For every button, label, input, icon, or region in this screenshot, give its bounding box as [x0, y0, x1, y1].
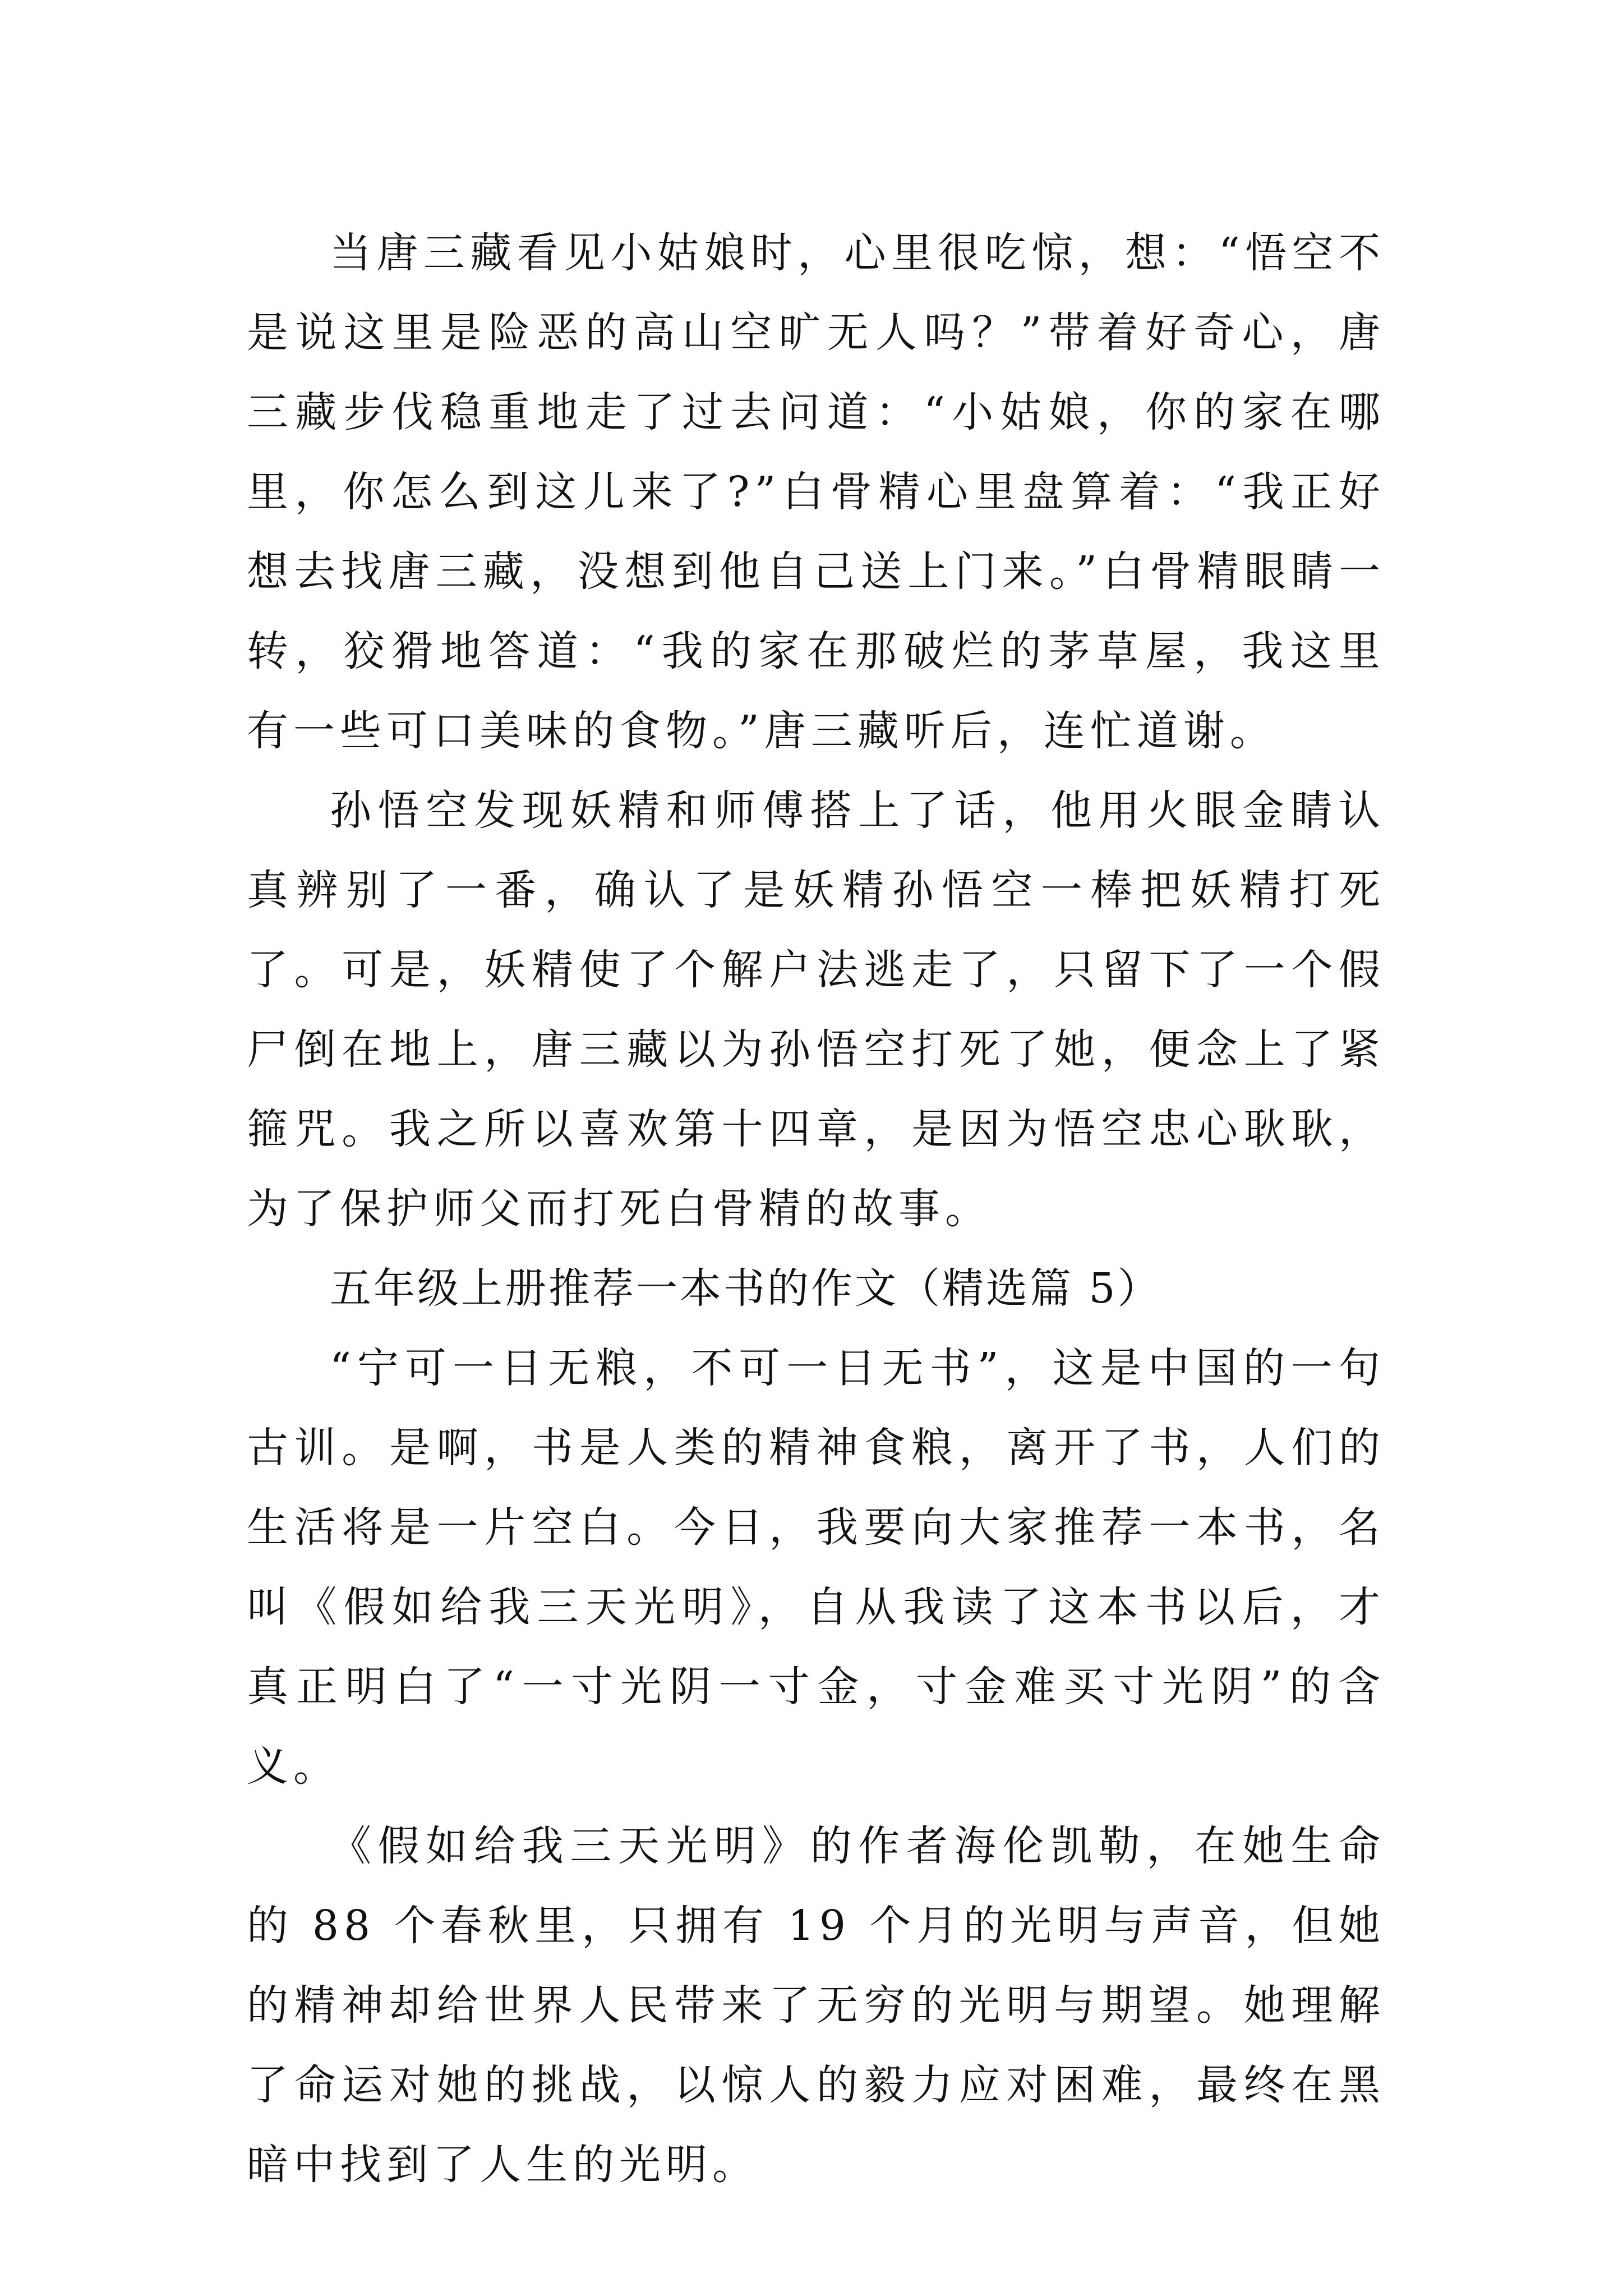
document-body: [247, 213, 1385, 2205]
paragraph-tang-meets-girl: 当唐三藏看见小姑娘时，心里很吃惊，想：“悟空不是说这里是险恶的高山空旷无人吗？”带着好奇心，唐三藏步伐稳重地走了过去问道：“小姑娘，你的家在哪里，你怎么到这儿来了?”白骨精心里盘算着：“我正好想去找唐三藏，没想到他自己送上门来。”白骨精眼睛一转，狡猾地答道：“我的家在那破烂的茅草屋，我这里有一些可口美味的食物。”唐三藏听后，连忙道谢。: [247, 229, 1385, 755]
section-heading: 五年级上册推荐一本书的作文（精选篇 5）: [330, 1264, 1161, 1313]
paragraph-helen-keller: 《假如给我三天光明》的作者海伦凯勒，在她生命的 88 个春秋里，只拥有 19 个月的光明与声音，但她的精神却给世界人民带来了无穷的光明与期望。她理解了命运对她的挑战，以惊人的毅力应对困难，最终在黑暗中找到了人生的光明。: [247, 1822, 1385, 2189]
paragraph-book-proverb: “宁可一日无粮，不可一日无书”，这是中国的一句古训。是啊，书是人类的精神食粮，离开了书，人们的生活将是一片空白。今日，我要向大家推荐一本书，名叫《假如给我三天光明》，自从我读了这本书以后，才真正明白了“一寸光阴一寸金，寸金难买寸光阴”的含义。: [247, 1344, 1385, 1791]
paragraph-wukong-strikes: 孙悟空发现妖精和师傅搭上了话，他用火眼金睛认真辨别了一番，确认了是妖精孙悟空一棒把妖精打死了。可是，妖精使了个解户法逃走了，只留下了一个假尸倒在地上，唐三藏以为孙悟空打死了她，便念上了紧箍咒。我之所以喜欢第十四章，是因为悟空忠心耿耿，为了保护师父而打死白骨精的故事。: [247, 786, 1385, 1233]
